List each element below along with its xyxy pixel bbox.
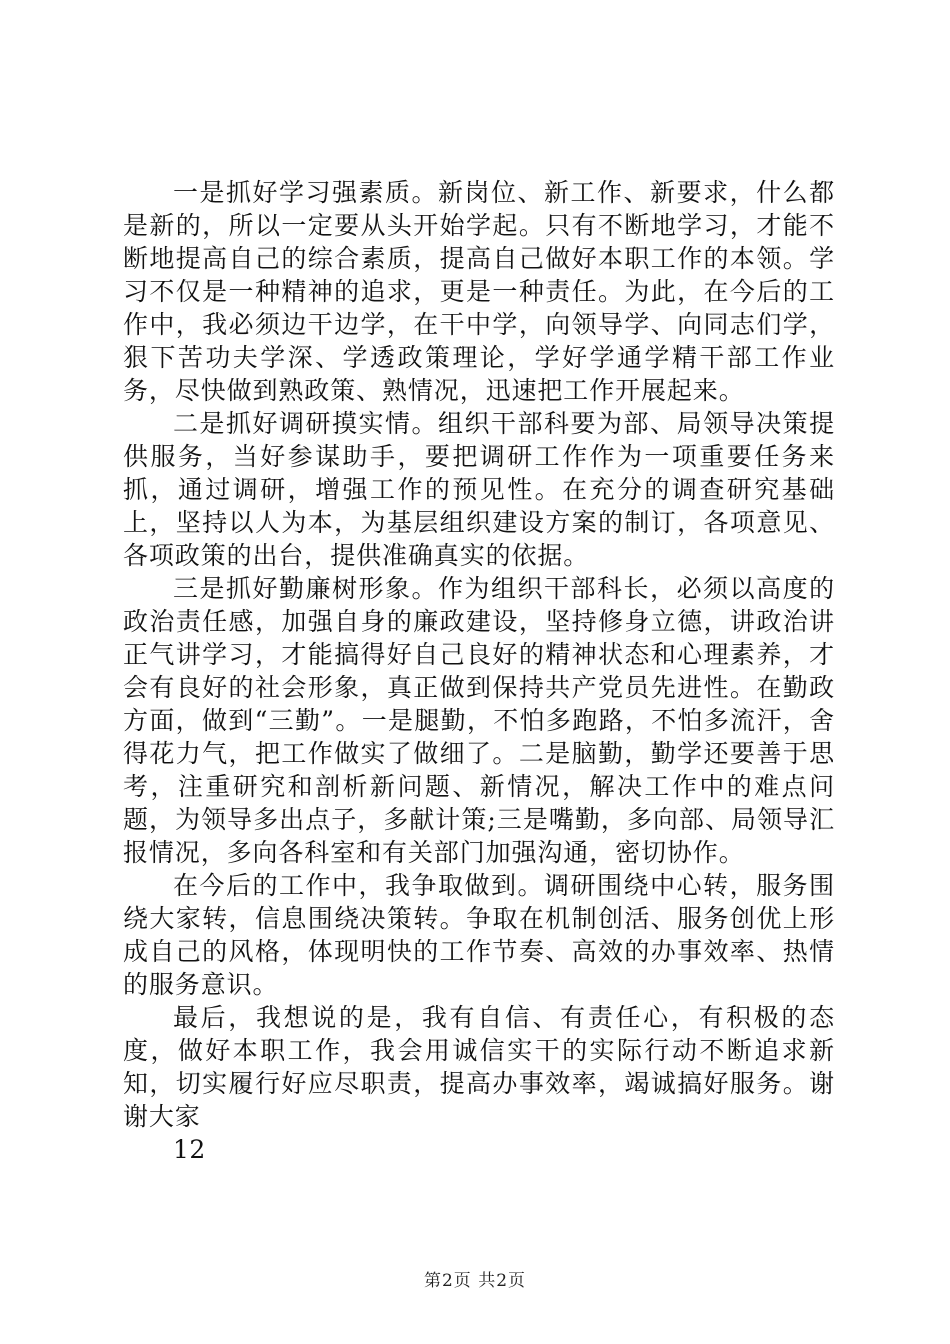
paragraph-closing: 最后，我想说的是，我有自信、有责任心，有积极的态度，做好本职工作，我会用诚信实干的实际行动不断追求新知，切实履行好应尽职责，提高办事效率，竭诚搞好服务。谢谢大家 xyxy=(123,1003,835,1131)
paragraph-study: 一是抓好学习强素质。新岗位、新工作、新要求，什么都是新的，所以一定要从头开始学起。只有不断地学习，才能不断地提高自己的综合素质，提高自己做好本职工作的本领。学习不仅是一种精神的追求，更是一种责任。为此，在今后的工作中，我必须边干边学，在干中学，向领导学、向同志们学，狠下苦功夫学深、学透政策理论，学好学通学精干部工作业务，尽快做到熟政策、熟情况，迅速把工作开展起来。 xyxy=(123,178,835,405)
document-body xyxy=(123,176,835,1166)
trailing-number: 12 xyxy=(173,1135,206,1164)
paragraph-research: 二是抓好调研摸实情。组织干部科要为部、局领导决策提供服务，当好参谋助手，要把调研工作作为一项重要任务来抓，通过调研，增强工作的预见性。在充分的调查研究基础上，坚持以人为本，为基层组织建设方案的制订，各项意见、各项政策的出台，提供准确真实的依据。 xyxy=(123,409,835,570)
paragraph-future-work: 在今后的工作中，我争取做到。调研围绕中心转，服务围绕大家转，信息围绕决策转。争取在机制创活、服务创优上形成自己的风格，体现明快的工作节奏、高效的办事效率、热情的服务意识。 xyxy=(123,871,835,999)
page-footer: 第2页 共2页 xyxy=(423,1271,527,1291)
paragraph-integrity: 三是抓好勤廉树形象。作为组织干部科长，必须以高度的政治责任感，加强自身的廉政建设，坚持修身立德，讲政治讲正气讲学习，才能搞得好自己良好的精神状态和心理素养，才会有良好的社会形象，真正做到保持共产党员先进性。在勤政方面，做到“三勤”。一是腿勤，不怕多跑路，不怕多流汗，舍得花力气，把工作做实了做细了。二是脑勤，勤学还要善于思考，注重研究和剖析新问题、新情况，解决工作中的难点问题，为领导多出点子，多献计策;三是嘴勤，多向部、局领导汇报情况，多向各科室和有关部门加强沟通，密切协作。 xyxy=(123,574,835,867)
